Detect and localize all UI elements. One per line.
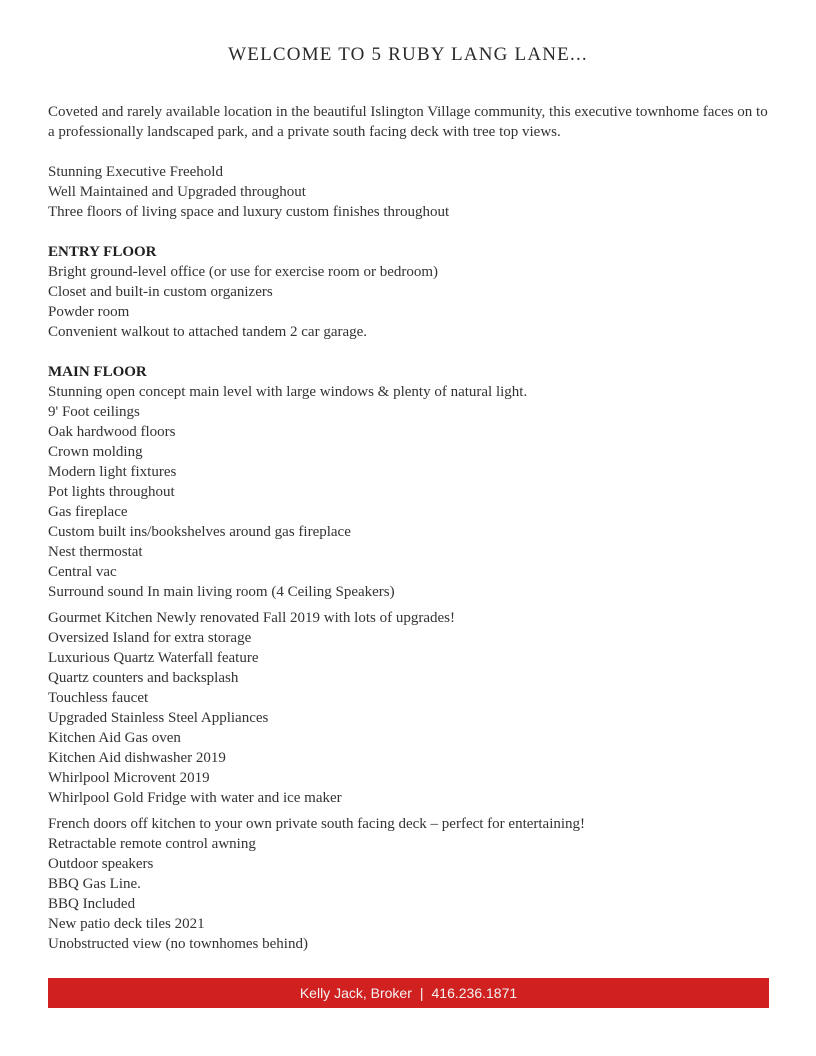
deck-item: New patio deck tiles 2021 <box>48 916 205 932</box>
footer-separator: | <box>419 985 424 1001</box>
kitchen-item: Kitchen Aid dishwasher 2019 <box>48 750 226 766</box>
entry-floor-item: Powder room <box>48 304 130 320</box>
main-floor-living-item: Custom built ins/bookshelves around gas fireplace <box>48 524 351 540</box>
deck-item: Outdoor speakers <box>48 856 154 872</box>
deck-item: Retractable remote control awning <box>48 836 256 852</box>
main-floor-living-item: Surround sound In main living room (4 Ceiling Speakers) <box>48 584 395 600</box>
main-floor-living-item: 9' Foot ceilings <box>48 404 140 420</box>
deck-item: Unobstructed view (no townhomes behind) <box>48 936 308 952</box>
kitchen-item: Whirlpool Gold Fridge with water and ice maker <box>48 790 342 806</box>
highlight-item: Well Maintained and Upgraded throughout <box>48 184 306 200</box>
main-floor-living-item: Gas fireplace <box>48 504 128 520</box>
deck-item: BBQ Included <box>48 896 136 912</box>
kitchen-item: Oversized Island for extra storage <box>48 630 252 646</box>
kitchen-item: Gourmet Kitchen Newly renovated Fall 2019 with lots of upgrades! <box>48 610 455 626</box>
kitchen-item: Luxurious Quartz Waterfall feature <box>48 650 259 666</box>
kitchen-item: Upgraded Stainless Steel Appliances <box>48 710 269 726</box>
footer-agent: Kelly Jack, Broker <box>299 985 412 1001</box>
main-floor-living-item: Crown molding <box>48 444 143 460</box>
deck-item: BBQ Gas Line. <box>48 876 141 892</box>
entry-floor-item: Convenient walkout to attached tandem 2 car garage. <box>48 324 368 340</box>
highlight-item: Stunning Executive Freehold <box>48 164 223 180</box>
footer-phone[interactable]: 416.236.1871 <box>431 985 518 1001</box>
kitchen-item: Kitchen Aid Gas oven <box>48 730 181 746</box>
intro-paragraph: Coveted and rarely available location in the beautiful Islington Village community, this executive townhome faces on to a professionally landscaped park, and a private south facing deck with tree top views. <box>48 104 768 140</box>
main-floor-living-item: Central vac <box>48 564 117 580</box>
main-floor-living-item: Oak hardwood floors <box>48 424 176 440</box>
entry-floor-item: Bright ground-level office (or use for exercise room or bedroom) <box>48 264 439 280</box>
footer-bar <box>48 978 769 1008</box>
entry-floor-item: Closet and built-in custom organizers <box>48 284 273 300</box>
page-title: WELCOME TO 5 RUBY LANG LANE... <box>228 44 588 65</box>
main-floor-living-item: Modern light fixtures <box>48 464 177 480</box>
kitchen-item: Touchless faucet <box>48 690 149 706</box>
kitchen-item: Whirlpool Microvent 2019 <box>48 770 210 786</box>
main-floor-living-item: Pot lights throughout <box>48 484 175 500</box>
main-floor-heading: MAIN FLOOR <box>48 364 147 380</box>
kitchen-item: Quartz counters and backsplash <box>48 670 239 686</box>
deck-item: French doors off kitchen to your own private south facing deck – perfect for entertaining! <box>48 816 586 832</box>
highlight-item: Three floors of living space and luxury custom finishes throughout <box>48 204 450 220</box>
entry-floor-heading: ENTRY FLOOR <box>48 244 157 260</box>
main-floor-living-item: Stunning open concept main level with large windows & plenty of natural light. <box>48 384 528 400</box>
main-floor-living-item: Nest thermostat <box>48 544 143 560</box>
